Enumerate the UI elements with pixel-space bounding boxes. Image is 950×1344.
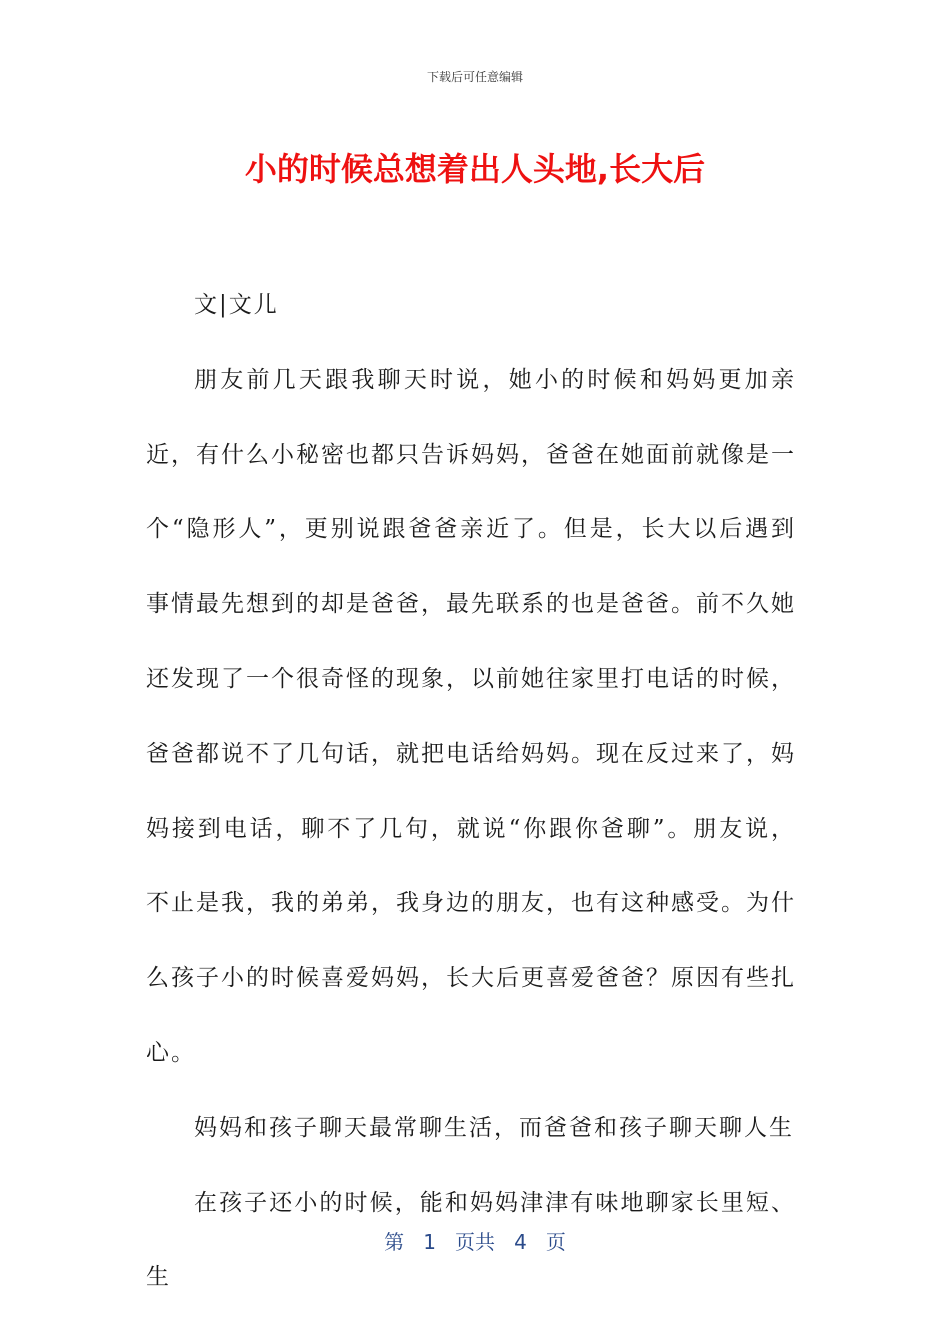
paragraph-1: 朋友前几天跟我聊天时说，她小的时候和妈妈更加亲近，有什么小秘密也都只告诉妈妈，爸爸在她面前就像是一个“隐形人”，更别说跟爸爸亲近了。但是，长大以后遇到事情最先想到的却是爸爸，最先联系的也是爸爸。前不久她还发现了一个很奇怪的现象，以前她往家里打电话的时候，爸爸都说不了几句话，就把电话给妈妈。现在反过来了，妈妈接到电话，聊不了几句，就说“你跟你爸聊”。朋友说，不止是我，我的弟弟，我身边的朋友，也有这种感受。为什么孩子小的时候喜爱妈妈，长大后更喜爱爸爸？原因有些扎心。	[146, 366, 796, 1066]
paragraph-2: 妈妈和孩子聊天最常聊生活，而爸爸和孩子聊天聊人生	[194, 1114, 794, 1141]
page-footer	[0, 1226, 950, 1255]
footer-current-page: 1	[423, 1230, 436, 1254]
document-body	[146, 268, 796, 1315]
author-line: 文|文儿	[194, 292, 279, 318]
footer-middle: 页共	[455, 1230, 495, 1254]
footer-suffix: 页	[545, 1230, 566, 1254]
header-note: 下载后可任意编辑	[426, 70, 523, 84]
footer-total-pages: 4	[514, 1230, 527, 1254]
footer-prefix: 第	[384, 1230, 405, 1254]
document-title: 小的时候总想着出人头地,长大后	[244, 150, 706, 188]
paragraph-3: 在孩子还小的时候，能和妈妈津津有味地聊家长里短、生	[146, 1189, 796, 1291]
